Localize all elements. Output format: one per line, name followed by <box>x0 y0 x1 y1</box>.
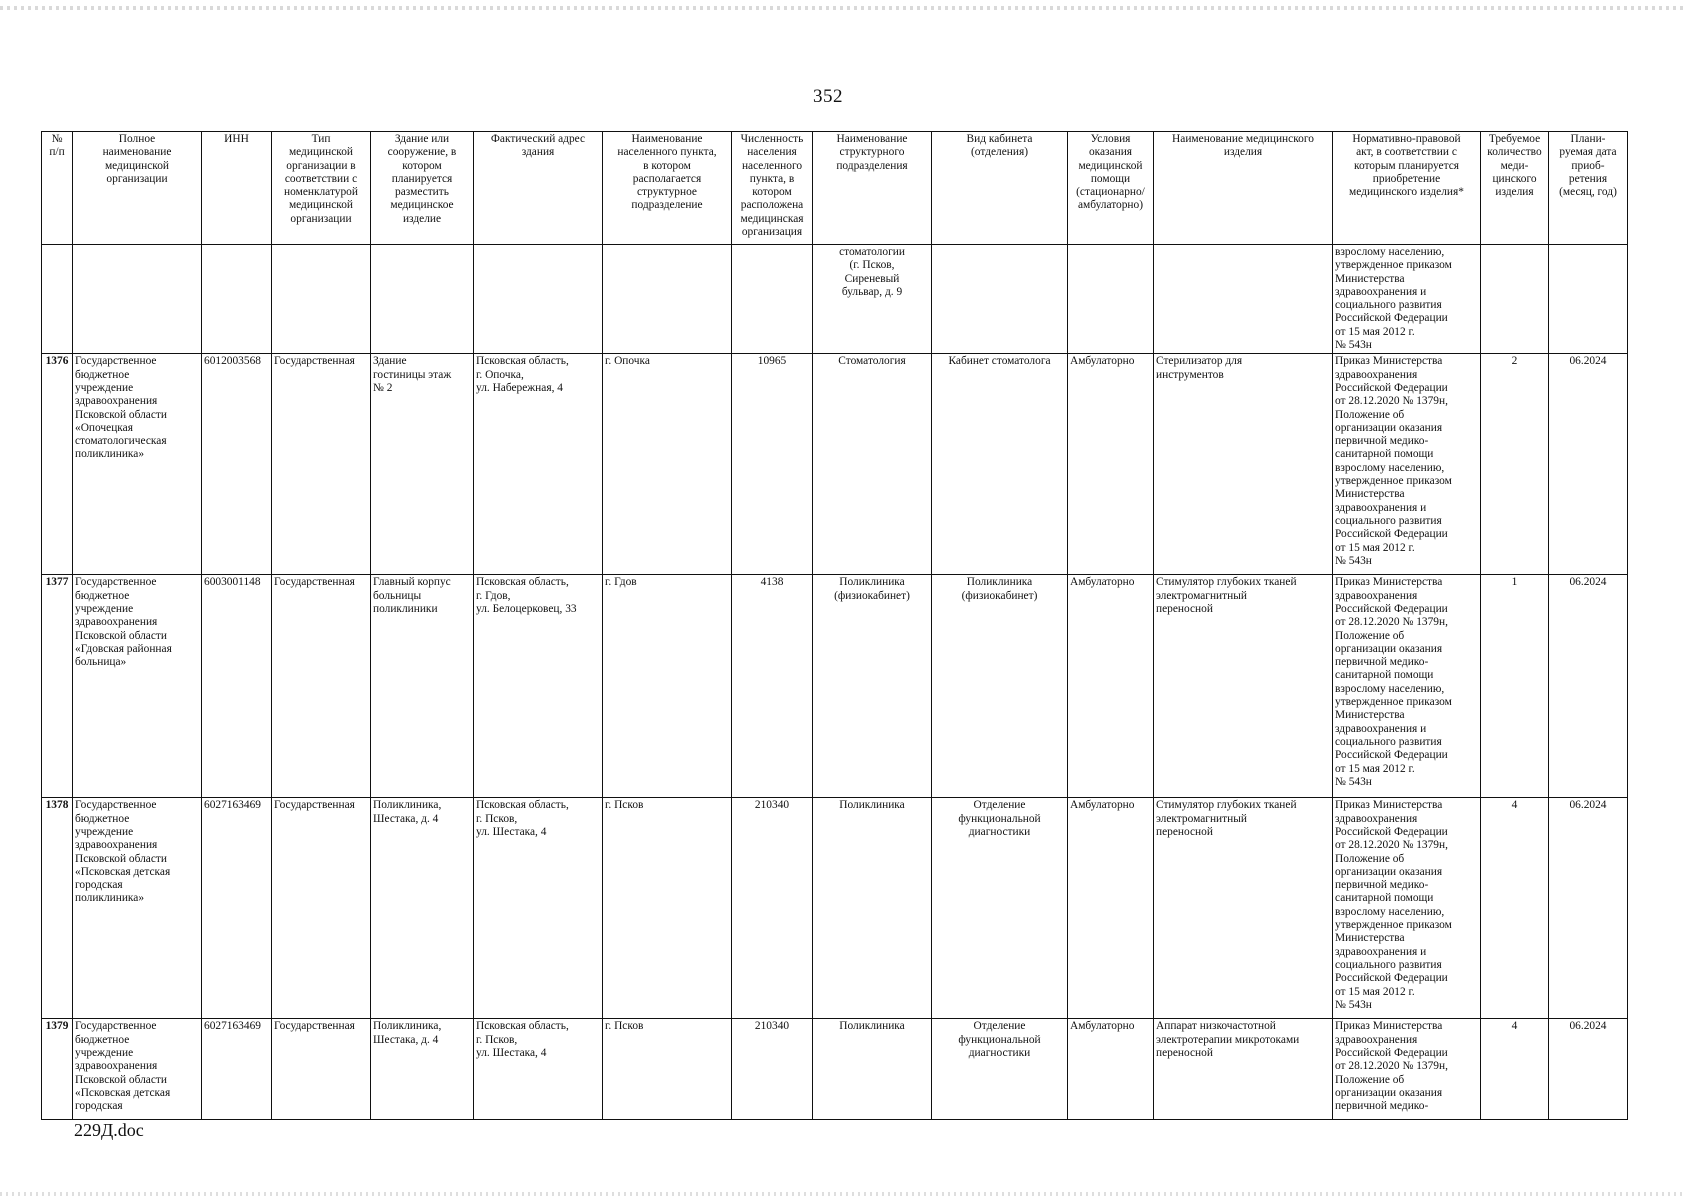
header-cabinet: Вид кабинета (отделения) <box>932 132 1068 245</box>
cell-device: Аппарат низкочастотной электротерапии микротоками переносной <box>1154 1019 1333 1120</box>
header-date: Плани- руемая дата приоб- ретения (месяц, год) <box>1549 132 1628 245</box>
header-org: Полное наименование медицинской организации <box>73 132 202 245</box>
cell-legal-act: взрослому населению, утвержденное приказом Министерства здравоохранения и социального развития Российской Федерации от 15 мая 2012 г. № 543н <box>1333 245 1481 354</box>
cell-building: Главный корпус больницы поликлиники <box>371 575 474 798</box>
cell-device: Стимулятор глубоких тканей электромагнитный переносной <box>1154 798 1333 1019</box>
table-row <box>42 354 1628 575</box>
cell-inn: 6027163469 <box>202 1019 272 1120</box>
cell-cabinet: Отделение функциональной диагностики <box>932 1019 1068 1120</box>
register-table <box>41 131 1628 1120</box>
header-quantity: Требуемое количество меди- цинского изделия <box>1481 132 1549 245</box>
cell-population: 10965 <box>732 354 813 575</box>
cell-subdivision: Стоматология <box>813 354 932 575</box>
cell-num: 1379 <box>42 1019 73 1120</box>
cell-conditions: Амбулаторно <box>1068 575 1154 798</box>
cell-type: Государственная <box>272 575 371 798</box>
cell-population: 210340 <box>732 1019 813 1120</box>
cell-type: Государственная <box>272 798 371 1019</box>
page-number: 352 <box>813 86 843 107</box>
cell-legal-act: Приказ Министерства здравоохранения Российской Федерации от 28.12.2020 № 1379н, Положение об организации оказания первичной медико- санитарной помощи взрослому населению, утвержденное приказом Министерства здравоохранения и социального развития Российской Федерации от 15 мая 2012 г. № 543н <box>1333 354 1481 575</box>
header-row <box>42 132 1628 245</box>
cell-quantity: 1 <box>1481 575 1549 798</box>
header-locality: Наименование населенного пункта, в котором располагается структурное подразделение <box>603 132 732 245</box>
cell-quantity: 4 <box>1481 1019 1549 1120</box>
cell-inn: 6027163469 <box>202 798 272 1019</box>
cell-building: Поликлиника, Шестака, д. 4 <box>371 798 474 1019</box>
footer-filename: 229Д.doc <box>74 1120 144 1140</box>
cell-type: Государственная <box>272 354 371 575</box>
cell-empty <box>42 245 73 354</box>
cell-subdivision: стоматологии (г. Псков, Сиреневый бульвар, д. 9 <box>813 245 932 354</box>
header-inn: ИНН <box>202 132 272 245</box>
cell-num: 1378 <box>42 798 73 1019</box>
cell-date: 06.2024 <box>1549 575 1628 798</box>
cell-org: Государственное бюджетное учреждение здравоохранения Псковской области «Гдовская районная больница» <box>73 575 202 798</box>
cell-address: Псковская область, г. Псков, ул. Шестака, 4 <box>474 798 603 1019</box>
cell-address: Псковская область, г. Псков, ул. Шестака, 4 <box>474 1019 603 1120</box>
header-num: № п/п <box>42 132 73 245</box>
cell-empty <box>73 245 202 354</box>
cell-conditions: Амбулаторно <box>1068 798 1154 1019</box>
cell-cabinet: Поликлиника (физиокабинет) <box>932 575 1068 798</box>
cell-device: Стерилизатор для инструментов <box>1154 354 1333 575</box>
cell-address: Псковская область, г. Опочка, ул. Набережная, 4 <box>474 354 603 575</box>
cell-locality: г. Гдов <box>603 575 732 798</box>
header-legal-act: Нормативно-правовой акт, в соответствии с которым планируется приобретение медицинского изделия* <box>1333 132 1481 245</box>
scan-edge-top <box>0 6 1686 10</box>
header-population: Численность населения населенного пункта, в котором расположена медицинская организация <box>732 132 813 245</box>
cell-quantity: 2 <box>1481 354 1549 575</box>
header-subdivision: Наименование структурного подразделения <box>813 132 932 245</box>
cell-legal-act: Приказ Министерства здравоохранения Российской Федерации от 28.12.2020 № 1379н, Положение об организации оказания первичной медико- <box>1333 1019 1481 1120</box>
cell-empty <box>474 245 603 354</box>
cell-locality: г. Псков <box>603 1019 732 1120</box>
cell-empty <box>272 245 371 354</box>
header-address: Фактический адрес здания <box>474 132 603 245</box>
cell-population: 4138 <box>732 575 813 798</box>
cell-cabinet: Отделение функциональной диагностики <box>932 798 1068 1019</box>
cell-locality: г. Опочка <box>603 354 732 575</box>
cell-population: 210340 <box>732 798 813 1019</box>
cell-device: Стимулятор глубоких тканей электромагнитный переносной <box>1154 575 1333 798</box>
cell-building: Поликлиника, Шестака, д. 4 <box>371 1019 474 1120</box>
cell-address: Псковская область, г. Гдов, ул. Белоцерковец, 33 <box>474 575 603 798</box>
cell-inn: 6003001148 <box>202 575 272 798</box>
cell-date: 06.2024 <box>1549 798 1628 1019</box>
scan-edge-bottom <box>0 1192 1686 1196</box>
cell-empty <box>1154 245 1333 354</box>
cell-conditions: Амбулаторно <box>1068 354 1154 575</box>
cell-empty <box>1068 245 1154 354</box>
cell-subdivision: Поликлиника (физиокабинет) <box>813 575 932 798</box>
continuation-row <box>42 245 1628 354</box>
header-conditions: Условия оказания медицинской помощи (стационарно/ амбулаторно) <box>1068 132 1154 245</box>
cell-empty <box>732 245 813 354</box>
table-row <box>42 798 1628 1019</box>
cell-num: 1377 <box>42 575 73 798</box>
header-device: Наименование медицинского изделия <box>1154 132 1333 245</box>
table-row <box>42 1019 1628 1120</box>
cell-empty <box>932 245 1068 354</box>
cell-locality: г. Псков <box>603 798 732 1019</box>
cell-empty <box>1481 245 1549 354</box>
cell-inn: 6012003568 <box>202 354 272 575</box>
cell-empty <box>603 245 732 354</box>
cell-num: 1376 <box>42 354 73 575</box>
cell-cabinet: Кабинет стоматолога <box>932 354 1068 575</box>
cell-conditions: Амбулаторно <box>1068 1019 1154 1120</box>
cell-legal-act: Приказ Министерства здравоохранения Российской Федерации от 28.12.2020 № 1379н, Положение об организации оказания первичной медико- санитарной помощи взрослому населению, утвержденное приказом Министерства здравоохранения и социального развития Российской Федерации от 15 мая 2012 г. № 543н <box>1333 798 1481 1019</box>
cell-empty <box>202 245 272 354</box>
cell-subdivision: Поликлиника <box>813 798 932 1019</box>
cell-building: Здание гостиницы этаж № 2 <box>371 354 474 575</box>
cell-date: 06.2024 <box>1549 354 1628 575</box>
cell-empty <box>371 245 474 354</box>
cell-type: Государственная <box>272 1019 371 1120</box>
table-row <box>42 575 1628 798</box>
cell-org: Государственное бюджетное учреждение здравоохранения Псковской области «Псковская детская городская <box>73 1019 202 1120</box>
header-building: Здание или сооружение, в котором планируется разместить медицинское изделие <box>371 132 474 245</box>
cell-legal-act: Приказ Министерства здравоохранения Российской Федерации от 28.12.2020 № 1379н, Положение об организации оказания первичной медико- санитарной помощи взрослому населению, утвержденное приказом Министерства здравоохранения и социального развития Российской Федерации от 15 мая 2012 г. № 543н <box>1333 575 1481 798</box>
cell-date: 06.2024 <box>1549 1019 1628 1120</box>
cell-subdivision: Поликлиника <box>813 1019 932 1120</box>
cell-quantity: 4 <box>1481 798 1549 1019</box>
cell-org: Государственное бюджетное учреждение здравоохранения Псковской области «Псковская детская городская поликлиника» <box>73 798 202 1019</box>
cell-org: Государственное бюджетное учреждение здравоохранения Псковской области «Опочецкая стоматологическая поликлиника» <box>73 354 202 575</box>
header-type: Тип медицинской организации в соответствии с номенклатурой медицинской организации <box>272 132 371 245</box>
cell-empty <box>1549 245 1628 354</box>
